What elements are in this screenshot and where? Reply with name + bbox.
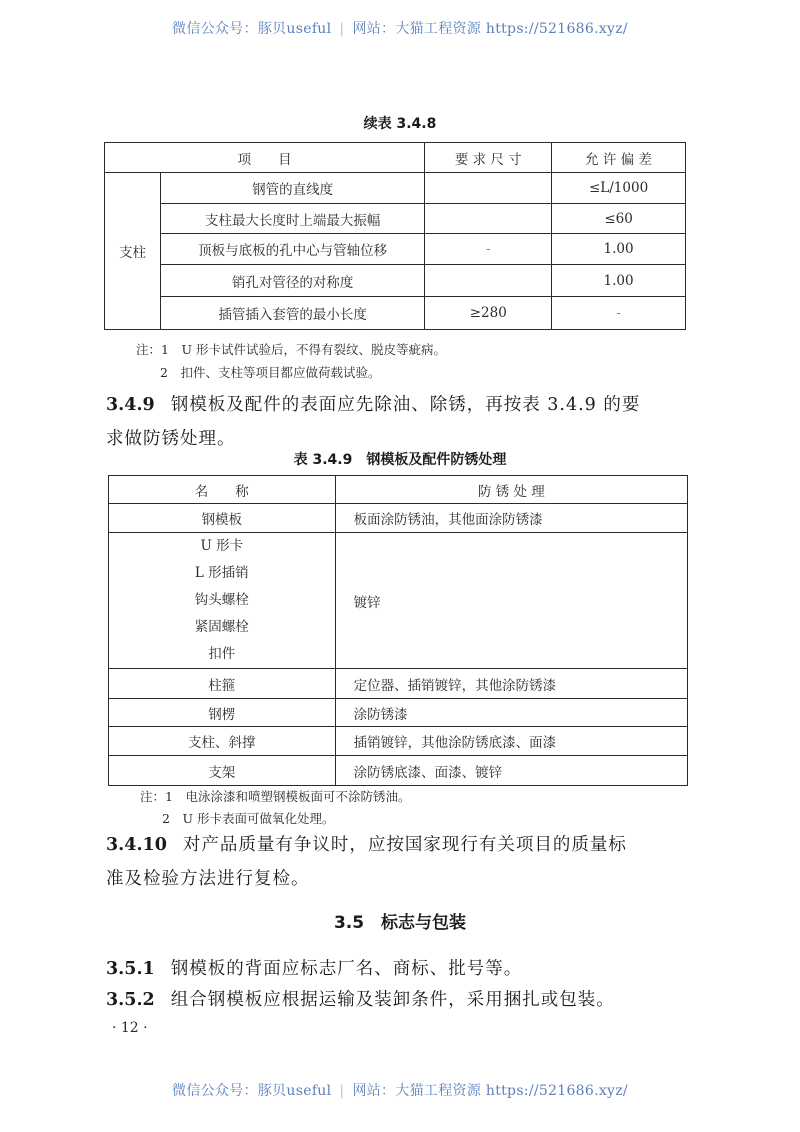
table-row: [105, 204, 686, 234]
table-349: [108, 475, 688, 786]
row-name: 扣件: [208, 646, 236, 662]
clause-number: 3.4.10: [106, 835, 167, 855]
row-tolerance: -: [552, 297, 686, 330]
row-treatment: 定位器、插销镀锌，其他涂防锈漆: [335, 669, 687, 699]
table-row: [109, 756, 688, 786]
header-treatment: 防 锈 处 理: [335, 476, 687, 504]
watermark-wechat: 微信公众号：豚贝useful: [172, 1083, 332, 1099]
row-item: 顶板与底板的孔中心与管轴位移: [160, 234, 424, 265]
header-item: 项 目: [105, 143, 425, 173]
row-required: [425, 204, 552, 234]
clause-352: [106, 983, 726, 1017]
header-name: 名 称: [109, 476, 336, 504]
row-names-stack: [109, 533, 336, 669]
row-treatment: 镀锌: [335, 533, 687, 669]
clause-text: 钢模板的背面应标志厂名、商标、批号等。: [170, 959, 523, 979]
table-row: [109, 669, 688, 699]
row-name: 支柱、斜撑: [109, 727, 336, 756]
table-row: [105, 297, 686, 330]
row-item: 销孔对管径的对称度: [160, 265, 424, 297]
clause-text: 对产品质量有争议时，应按国家现行有关项目的质量标: [182, 835, 627, 855]
row-required: [425, 265, 552, 297]
watermark-separator: |: [339, 1083, 345, 1099]
table-349-note-2: 2 U 形卡表面可做氧化处理。: [162, 811, 335, 826]
row-tolerance: 1.00: [552, 234, 686, 265]
row-tolerance: ≤60: [552, 204, 686, 234]
clause-text: 组合钢模板应根据运输及装卸条件，采用捆扎或包装。: [170, 990, 615, 1010]
row-tolerance: ≤L/1000: [552, 173, 686, 204]
row-item: 插管插入套管的最小长度: [160, 297, 424, 330]
table-348-header-row: [105, 143, 686, 173]
watermark-wechat: 微信公众号：豚贝useful: [172, 21, 332, 37]
table-348-caption: 续表 3.4.8: [363, 116, 437, 132]
clause-text-cont: 求做防锈处理。: [106, 429, 236, 449]
table-348-note-2: 2 扣件、支柱等项目都应做荷载试验。: [160, 365, 381, 380]
clause-351: [106, 952, 706, 986]
row-name: L 形插销: [194, 565, 249, 581]
watermark-website: 网站：大猫工程资源 https://521686.xyz/: [352, 1083, 628, 1099]
clause-number: 3.5.1: [106, 959, 155, 979]
row-item: 支柱最大长度时上端最大振幅: [160, 204, 424, 234]
header-tolerance: 允 许 偏 差: [552, 143, 686, 173]
row-name: 支架: [109, 756, 336, 786]
row-required: ≥280: [425, 297, 552, 330]
watermark-bottom: [0, 1080, 800, 1100]
table-row: [109, 699, 688, 727]
clause-text-cont: 准及检验方法进行复检。: [106, 869, 310, 889]
group-cell-zhizhu: 支柱: [105, 173, 161, 330]
clause-3410: [106, 828, 706, 896]
row-name: 钢模板: [109, 504, 336, 533]
row-tolerance: 1.00: [552, 265, 686, 297]
section-35-title: 3.5 标志与包装: [333, 913, 467, 933]
row-name: U 形卡: [200, 538, 244, 554]
header-required: 要 求 尺 寸: [425, 143, 552, 173]
row-name: 钢楞: [109, 699, 336, 727]
table-349-note-1: 注：1 电泳涂漆和喷塑钢模板面可不涂防锈油。: [140, 789, 411, 804]
watermark-top: [0, 18, 800, 38]
row-required: [425, 173, 552, 204]
table-348: [104, 142, 686, 330]
table-row: [105, 173, 686, 204]
page-number: · 12 ·: [112, 1020, 148, 1036]
watermark-separator: |: [339, 21, 345, 37]
row-treatment: 板面涂防锈油，其他面涂防锈漆: [335, 504, 687, 533]
row-name: 钩头螺栓: [194, 592, 249, 608]
row-treatment: 涂防锈漆: [335, 699, 687, 727]
row-item: 钢管的直线度: [160, 173, 424, 204]
clause-number: 3.5.2: [106, 990, 155, 1010]
table-row: [109, 504, 688, 533]
row-treatment: 涂防锈底漆、面漆、镀锌: [335, 756, 687, 786]
watermark-website: 网站：大猫工程资源 https://521686.xyz/: [352, 21, 628, 37]
row-treatment: 插销镀锌，其他涂防锈底漆、面漆: [335, 727, 687, 756]
table-349-caption: 表 3.4.9 钢模板及配件防锈处理: [293, 452, 507, 468]
table-348-note-1: 注：1 U 形卡试件试验后，不得有裂纹、脱皮等疵病。: [136, 342, 446, 357]
table-row: [105, 265, 686, 297]
row-name: 紧固螺栓: [194, 619, 249, 635]
row-required: -: [425, 234, 552, 265]
clause-number: 3.4.9: [106, 395, 155, 415]
table-row: [105, 234, 686, 265]
row-name: 柱箍: [109, 669, 336, 699]
clause-text: 钢模板及配件的表面应先除油、除锈，再按表 3.4.9 的要: [170, 395, 641, 415]
table-row: [109, 533, 688, 669]
table-row: [109, 727, 688, 756]
clause-349: [106, 388, 706, 456]
table-349-header-row: [109, 476, 688, 504]
